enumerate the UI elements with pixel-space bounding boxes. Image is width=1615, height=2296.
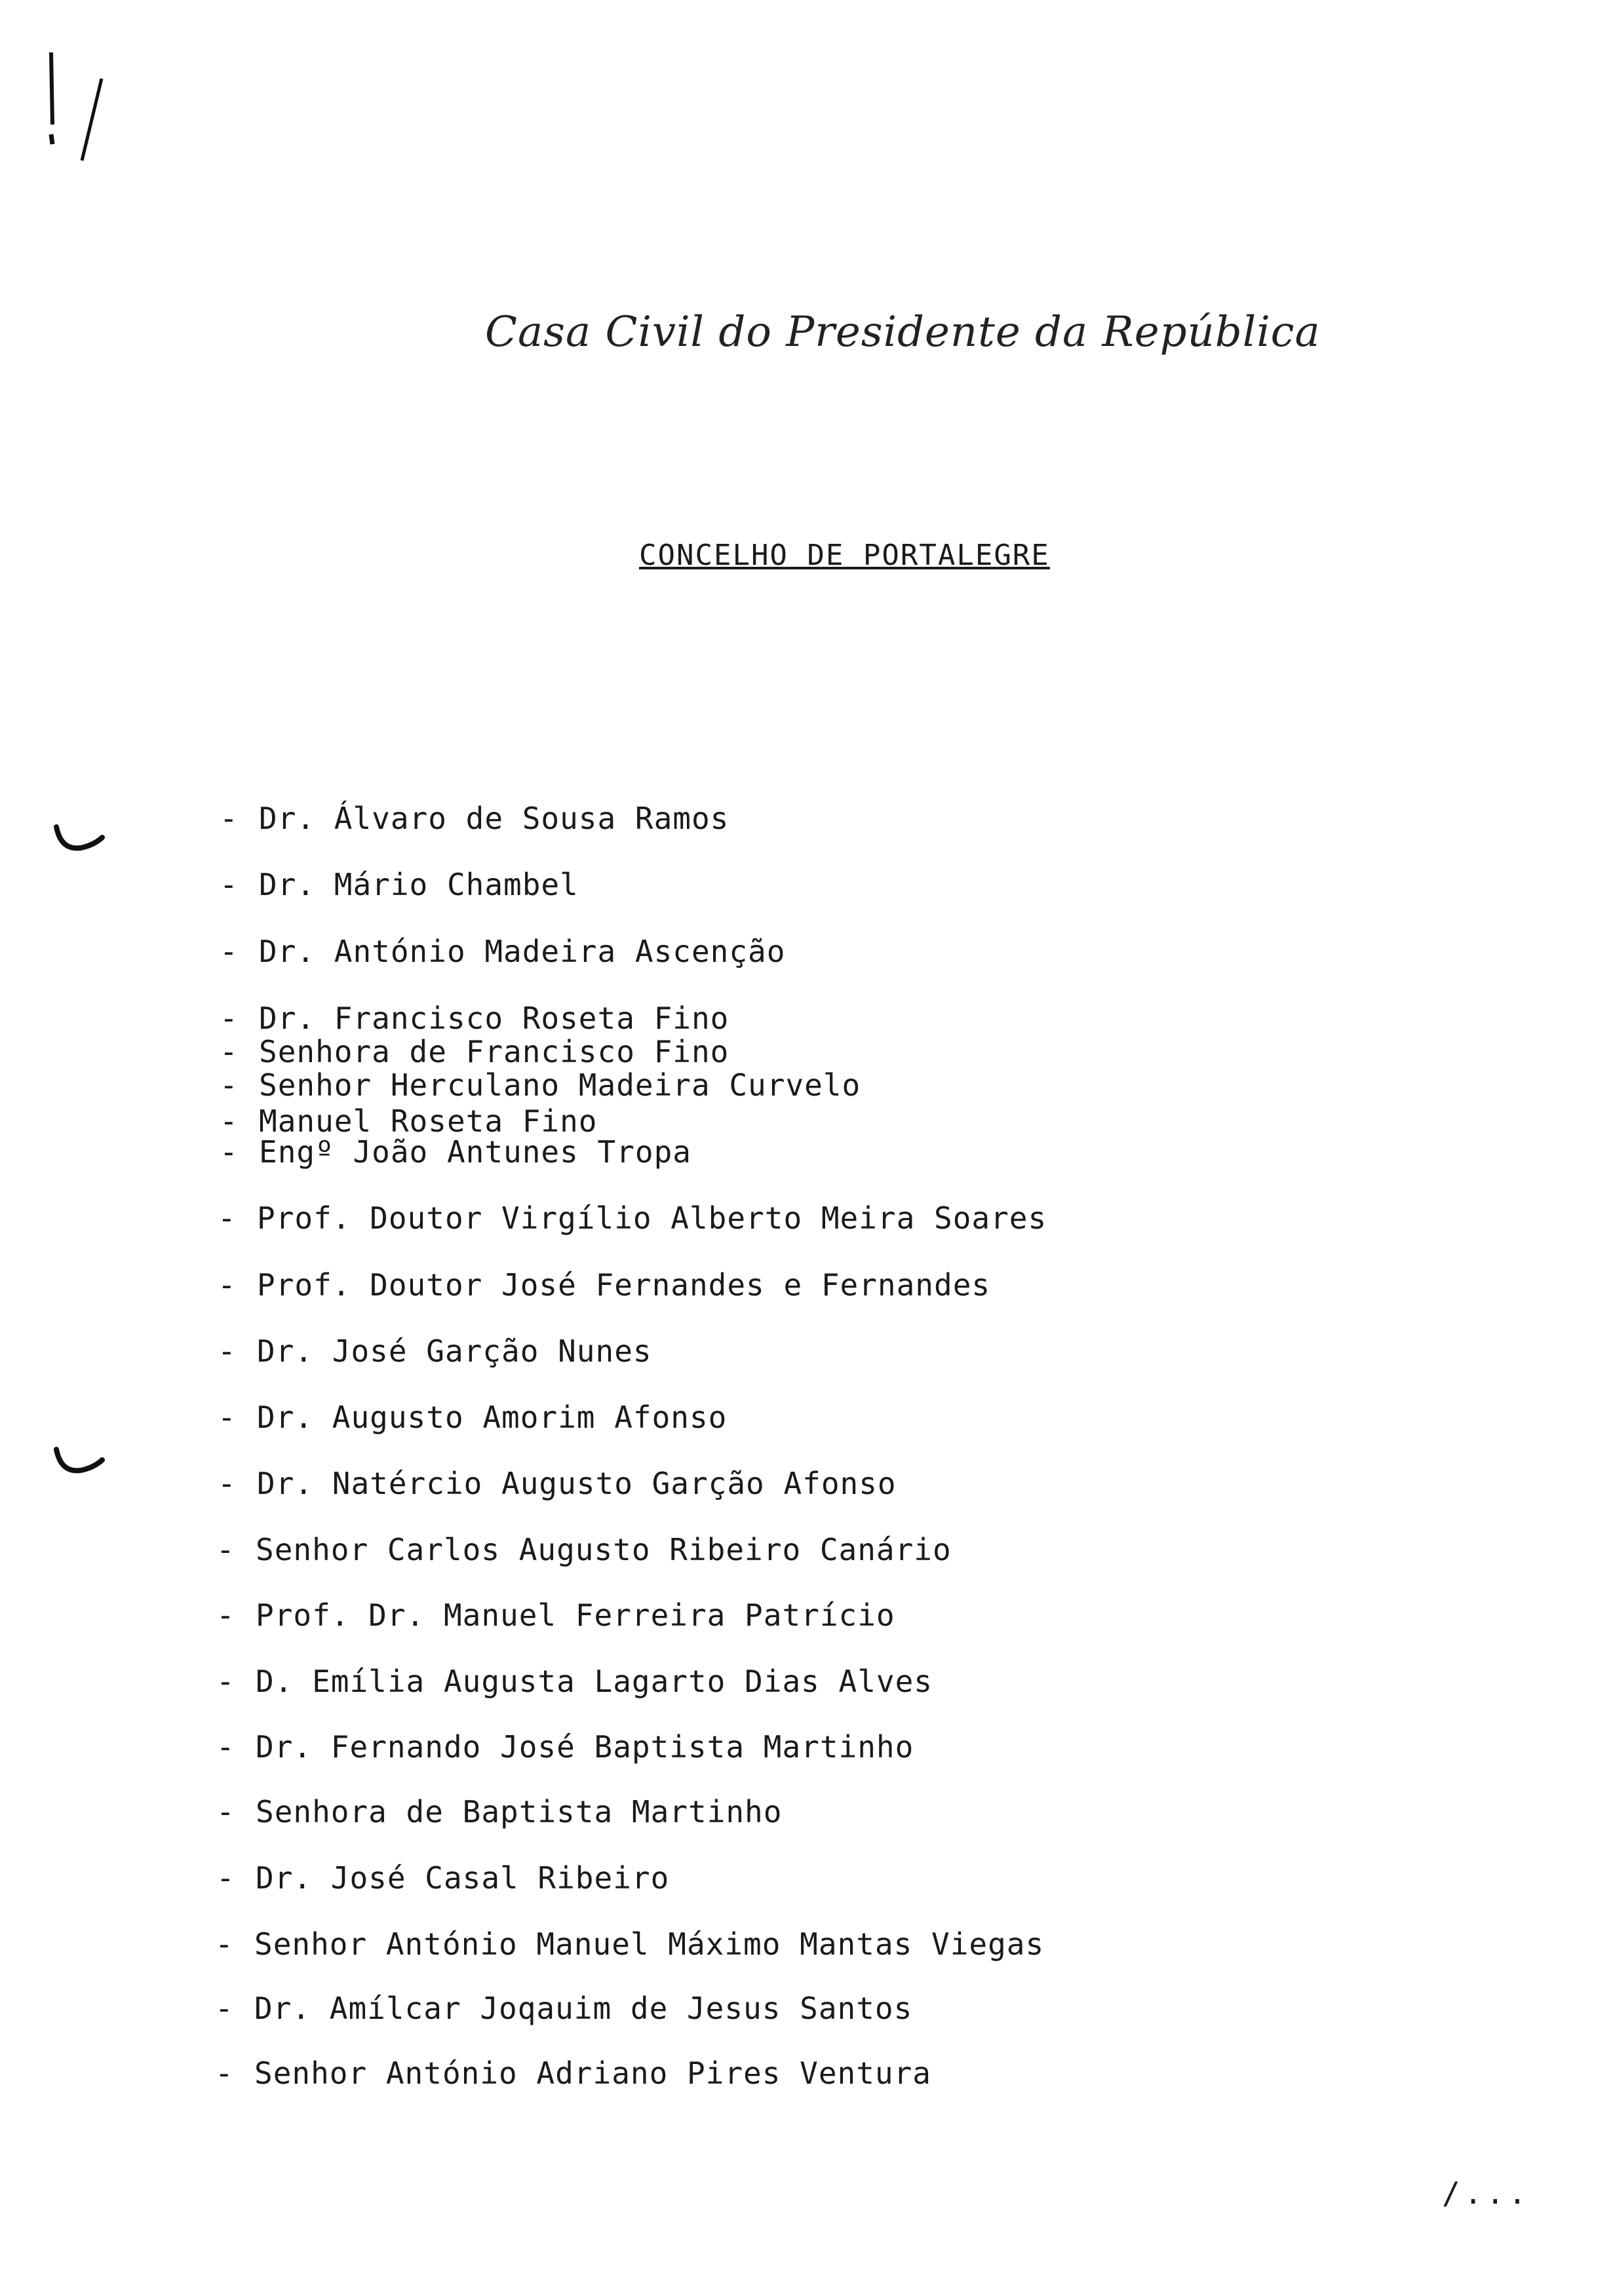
list-item: - Dr. Álvaro de Sousa Ramos — [220, 801, 730, 836]
list-item: - Dr. Mário Chambel — [220, 867, 579, 902]
handwritten-corner-mark — [39, 46, 111, 164]
list-item: - Prof. Doutor José Fernandes e Fernandes — [218, 1267, 991, 1303]
list-item: - Dr. José Casal Ribeiro — [216, 1860, 670, 1896]
list-item: - Senhora de Baptista Martinho — [216, 1794, 783, 1829]
list-item: - Prof. Doutor Virgílio Alberto Meira Soares — [218, 1200, 1047, 1236]
list-item: - Dr. Fernando José Baptista Martinho — [216, 1729, 914, 1765]
list-item: - Dr. Francisco Roseta Fino — [220, 1001, 730, 1036]
letterhead: Casa Civil do Presidente da República — [485, 308, 1321, 356]
check-mark-2 — [51, 1442, 110, 1481]
check-mark-1 — [51, 819, 110, 858]
list-item: - Dr. José Garção Nunes — [218, 1333, 652, 1369]
list-item: - Senhor António Manuel Máximo Mantas Viegas — [215, 1926, 1045, 1962]
continuation-marker: /... — [1442, 2175, 1530, 2211]
list-item: - Manuel Roseta Fino — [220, 1103, 598, 1139]
list-item: - Senhora de Francisco Fino — [220, 1034, 730, 1069]
list-item: - Prof. Dr. Manuel Ferreira Patrício — [216, 1598, 895, 1633]
list-item: - Engº João Antunes Tropa — [220, 1134, 691, 1170]
list-item: - Dr. António Madeira Ascenção — [220, 934, 786, 969]
page-title: CONCELHO DE PORTALEGRE — [639, 539, 1050, 572]
list-item: - Senhor António Adriano Pires Ventura — [215, 2056, 931, 2091]
list-item: - Dr. Natércio Augusto Garção Afonso — [218, 1466, 897, 1501]
list-item: - Senhor Herculano Madeira Curvelo — [220, 1067, 861, 1103]
list-item: - Dr. Augusto Amorim Afonso — [218, 1400, 728, 1435]
list-item: - D. Emília Augusta Lagarto Dias Alves — [216, 1664, 933, 1699]
list-item: - Senhor Carlos Augusto Ribeiro Canário — [216, 1532, 952, 1567]
list-item: - Dr. Amílcar Joqauim de Jesus Santos — [215, 1991, 913, 2026]
